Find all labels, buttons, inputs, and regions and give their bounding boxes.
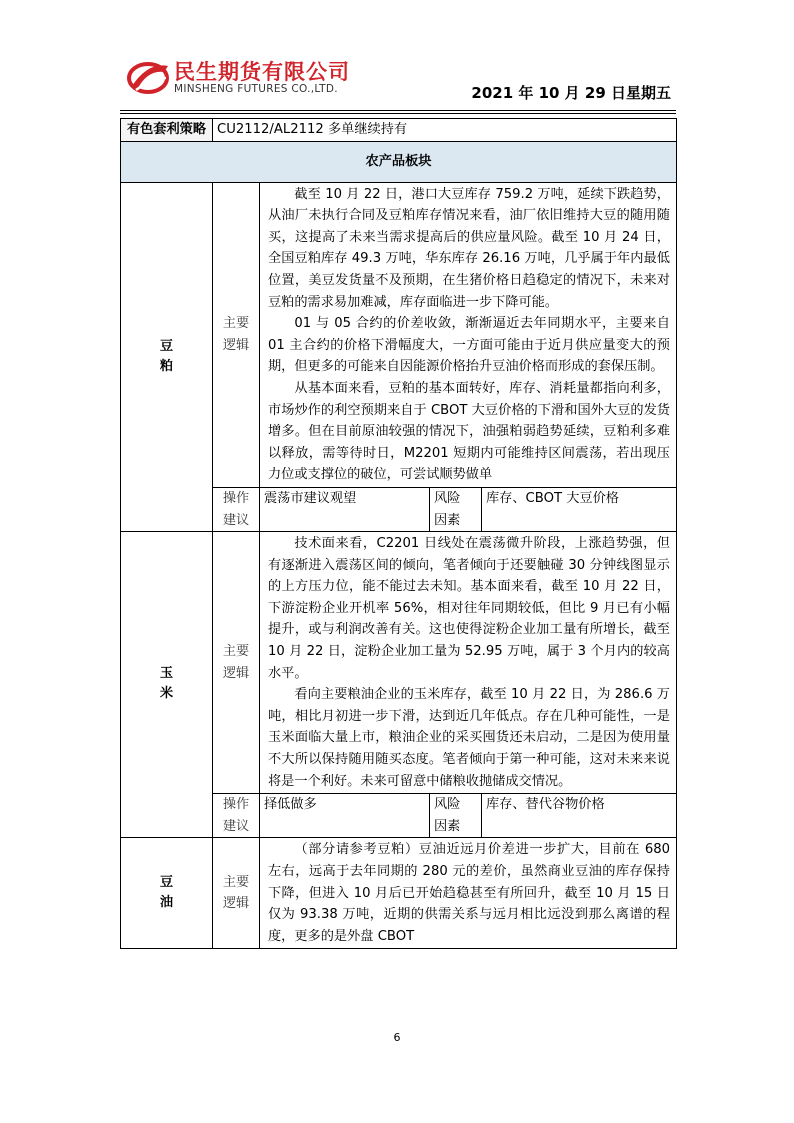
- paragraph: 从基本面来看，豆粕的基本面转好，库存、消耗量都指向利多，市场炒作的利空预期来自于 CBOT 大豆价格的下滑和国外大豆的发货增多。但在目前原油较强的情况下，油强粕弱趋势延续，豆粕利多难以释放，需等待时日，M2201 短期内可能维持区间震荡，若出现压力位或支撑位的破位，可尝试顺势做单: [268, 380, 670, 483]
- header-rule-thin: [120, 113, 676, 114]
- paragraph: 技术面来看，C2201 日线处在震荡微升阶段，上涨趋势强，但有逐渐进入震荡区间的倾向，笔者倾向于还要触碰 30 分钟线图显示的上方压力位，能不能过去未知。基本面来看，截至 10 月 22 日，下游淀粉企业开机率 56%，相对往年同期较低，但比 9 月已有小幅提升，或与利润改善有关。这也使得淀粉企业加工量有所增长，截至 10 月 22 日，淀粉企业加工量为 52.95 万吨，属于 3 个月内的较高水平。: [268, 536, 670, 681]
- logo-chinese-name: 民生期货有限公司: [174, 60, 350, 84]
- table-row: [121, 141, 677, 182]
- table-row: [121, 182, 677, 487]
- operation-value: 择低做多: [260, 794, 430, 838]
- header-rule: [120, 110, 676, 111]
- risk-label: 风险因素: [430, 794, 482, 838]
- risk-value: 库存、替代谷物价格: [482, 794, 677, 838]
- strategy-value: CU2112/AL2112 多单继续持有: [213, 119, 677, 142]
- operation-value: 震荡市建议观望: [260, 487, 430, 531]
- strategy-label: 有色套利策略: [121, 119, 213, 142]
- logic-label: 主要逻辑: [213, 838, 260, 949]
- table-row: [121, 119, 677, 142]
- paragraph: 看向主要粮油企业的玉米库存，截至 10 月 22 日，为 286.6 万吨，相比月初进一步下滑，达到近几年低点。存在几种可能性，一是玉米面临大量上市，粮油企业的采买囤货还未启动，二是因为使用量不大所以保持随用随买态度。笔者倾向于第一种可能，这对未来来说将是一个利好。未来可留意中储粮收抛储成交情况。: [268, 687, 670, 789]
- page-number: 6: [393, 1031, 401, 1044]
- company-logo: [126, 56, 366, 100]
- category-corn: 玉米: [121, 532, 213, 838]
- operation-label: 操作建议: [213, 487, 260, 531]
- paragraph: 截至 10 月 22 日，港口大豆库存 759.2 万吨，延续下跌趋势，从油厂未执行合同及豆粕库存情况来看，油厂依旧维持大豆的随用随买，这提高了未来当需求提高后的供应量风险。截至 10 月 24 日，全国豆粕库存 49.3 万吨，华东库存 26.16 万吨，几乎属于年内最低位置，美豆发货量不及预期，在生猪价格日趋稳定的情况下，未来对豆粕的需求易加难减，库存面临进一步下降可能。: [268, 186, 670, 310]
- logic-label: 主要逻辑: [213, 532, 260, 794]
- risk-label: 风险因素: [430, 487, 482, 531]
- category-soyoil: 豆油: [121, 838, 213, 949]
- logic-content: [260, 532, 677, 794]
- paragraph: （部分请参考豆粕）豆油近远月价差进一步扩大，目前在 680 左右，远高于去年同期的 280 元的差价，虽然商业豆油的库存保持下降，但进入 10 月后已开始趋稳甚至有所回升，截至 10 月 15 日仅为 93.38 万吨，近期的供需关系与远月相比远没到那么离谱的程度，更多的是外盘 CBOT: [268, 842, 670, 944]
- logic-content: [260, 838, 677, 949]
- table-row: [121, 532, 677, 794]
- table-row: [121, 838, 677, 949]
- minsheng-logo-icon: [126, 56, 170, 96]
- operation-label: 操作建议: [213, 794, 260, 838]
- logo-english-name: MINSHENG FUTURES CO.,LTD.: [174, 83, 338, 95]
- risk-value: 库存、CBOT 大豆价格: [482, 487, 677, 531]
- logic-content: [260, 182, 677, 487]
- report-date: 2021 年 10 月 29 日星期五: [471, 84, 671, 102]
- section-title: 农产品板块: [121, 141, 677, 182]
- category-soymeal: 豆粕: [121, 182, 213, 532]
- strategy-table: [120, 118, 677, 949]
- logic-label: 主要逻辑: [213, 182, 260, 487]
- paragraph: 01 与 05 合约的价差收敛，渐渐逼近去年同期水平，主要来自 01 主合约的价格下滑幅度大，一方面可能由于近月供应量变大的预期，但更多的可能来自因能源价格抬升豆油价格而形成的套保压制。: [268, 316, 670, 375]
